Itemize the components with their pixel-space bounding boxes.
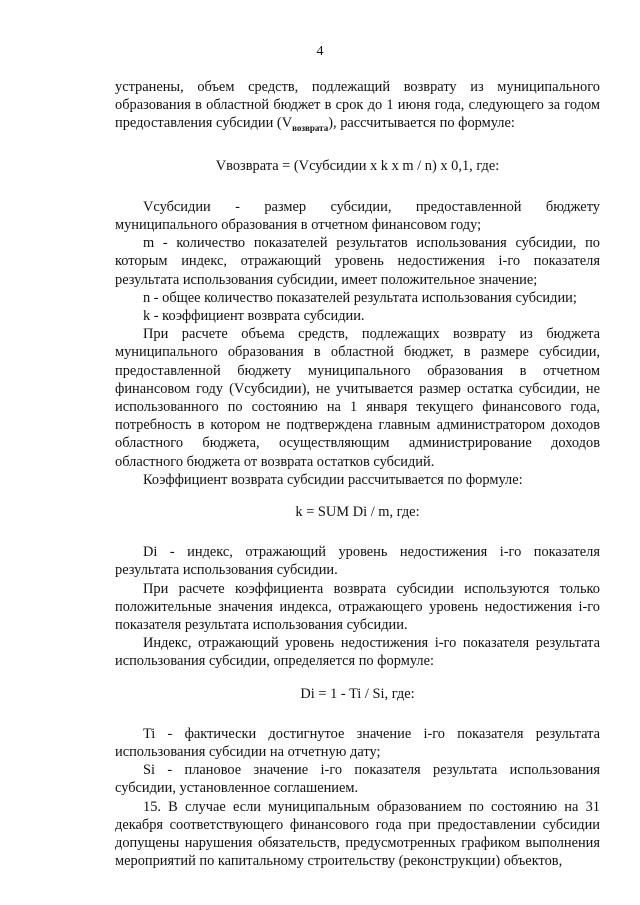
paragraph-1 <box>115 78 600 137</box>
paragraph-4: n - общее количество показателей результата использования субсидии; <box>143 289 577 306</box>
paragraph-1-text: устранены, объем средств, подлежащий возврату из муниципального образования в областной бюджет в срок до 1 июня года, следующего за годом предоставления субсидии (V <box>115 79 600 132</box>
paragraph-7: Коэффициент возврата субсидии рассчитывается по формуле: <box>143 471 523 488</box>
formula-k: k = SUM Di / m, где: <box>295 503 420 520</box>
paragraph-10: Индекс, отражающий уровень недостижения i-го показателя результата использования субсидии, определяется по формуле: <box>115 635 600 670</box>
paragraph-8: Di - индекс, отражающий уровень недостижения i-го показателя результата использования субсидии. <box>115 544 600 579</box>
paragraph-9: При расчете коэффициента возврата субсидии используются только положительные значения индекса, отражающего уровень недостижения i-го показателя результата использования субсидии. <box>115 580 600 633</box>
paragraph-13: 15. В случае если муниципальным образованием по состоянию на 31 декабря соответствующего финансового года при предоставлении субсидии допущены нарушения обязательств, предусмотренных графиком выполнения мероприятий по капитальному строительству (реконструкции) объектов, <box>115 798 600 870</box>
document-body <box>115 78 600 870</box>
paragraph-12: Si - плановое значение i-го показателя результата использования субсидии, установленное соглашением. <box>115 762 600 797</box>
paragraph-11: Ti - фактически достигнутое значение i-го показателя результата использования субсидии на отчетную дату; <box>115 725 600 760</box>
page-number: 4 <box>316 44 324 59</box>
paragraph-1-tail: ), рассчитывается по формуле: <box>328 115 515 132</box>
paragraph-5: k - коэффициент возврата субсидии. <box>143 307 365 324</box>
paragraph-3: m - количество показателей результатов использования субсидии, по которым индекс, отражающий уровень недостижения i-го показателя результата использования субсидии, имеет положительное значение; <box>115 235 600 288</box>
subscript-vozvrata: возврата <box>292 123 329 134</box>
formula-di: Di = 1 - Ti / Si, где: <box>300 685 415 702</box>
paragraph-2: Vсубсидии - размер субсидии, предоставленной бюджету муниципального образования в отчетном финансовом году; <box>115 198 600 233</box>
formula-v-vozvrata: Vвозврата = (Vсубсидии x k x m / n) x 0,1, где: <box>215 158 500 175</box>
paragraph-6: При расчете объема средств, подлежащих возврату из бюджета муниципального образования в областной бюджет, в размере субсидии, предоставленной бюджету муниципального образования в отчетном финансовом году (Vсубсидии), не учитывается размер остатка субсидии, не использованного по состоянию на 1 января текущего финансового года, потребность в котором не подтверждена главным администратором доходов областного бюджета, осуществляющим администрирование доходов областного бюджета от возврата остатков субсидий. <box>115 326 600 470</box>
